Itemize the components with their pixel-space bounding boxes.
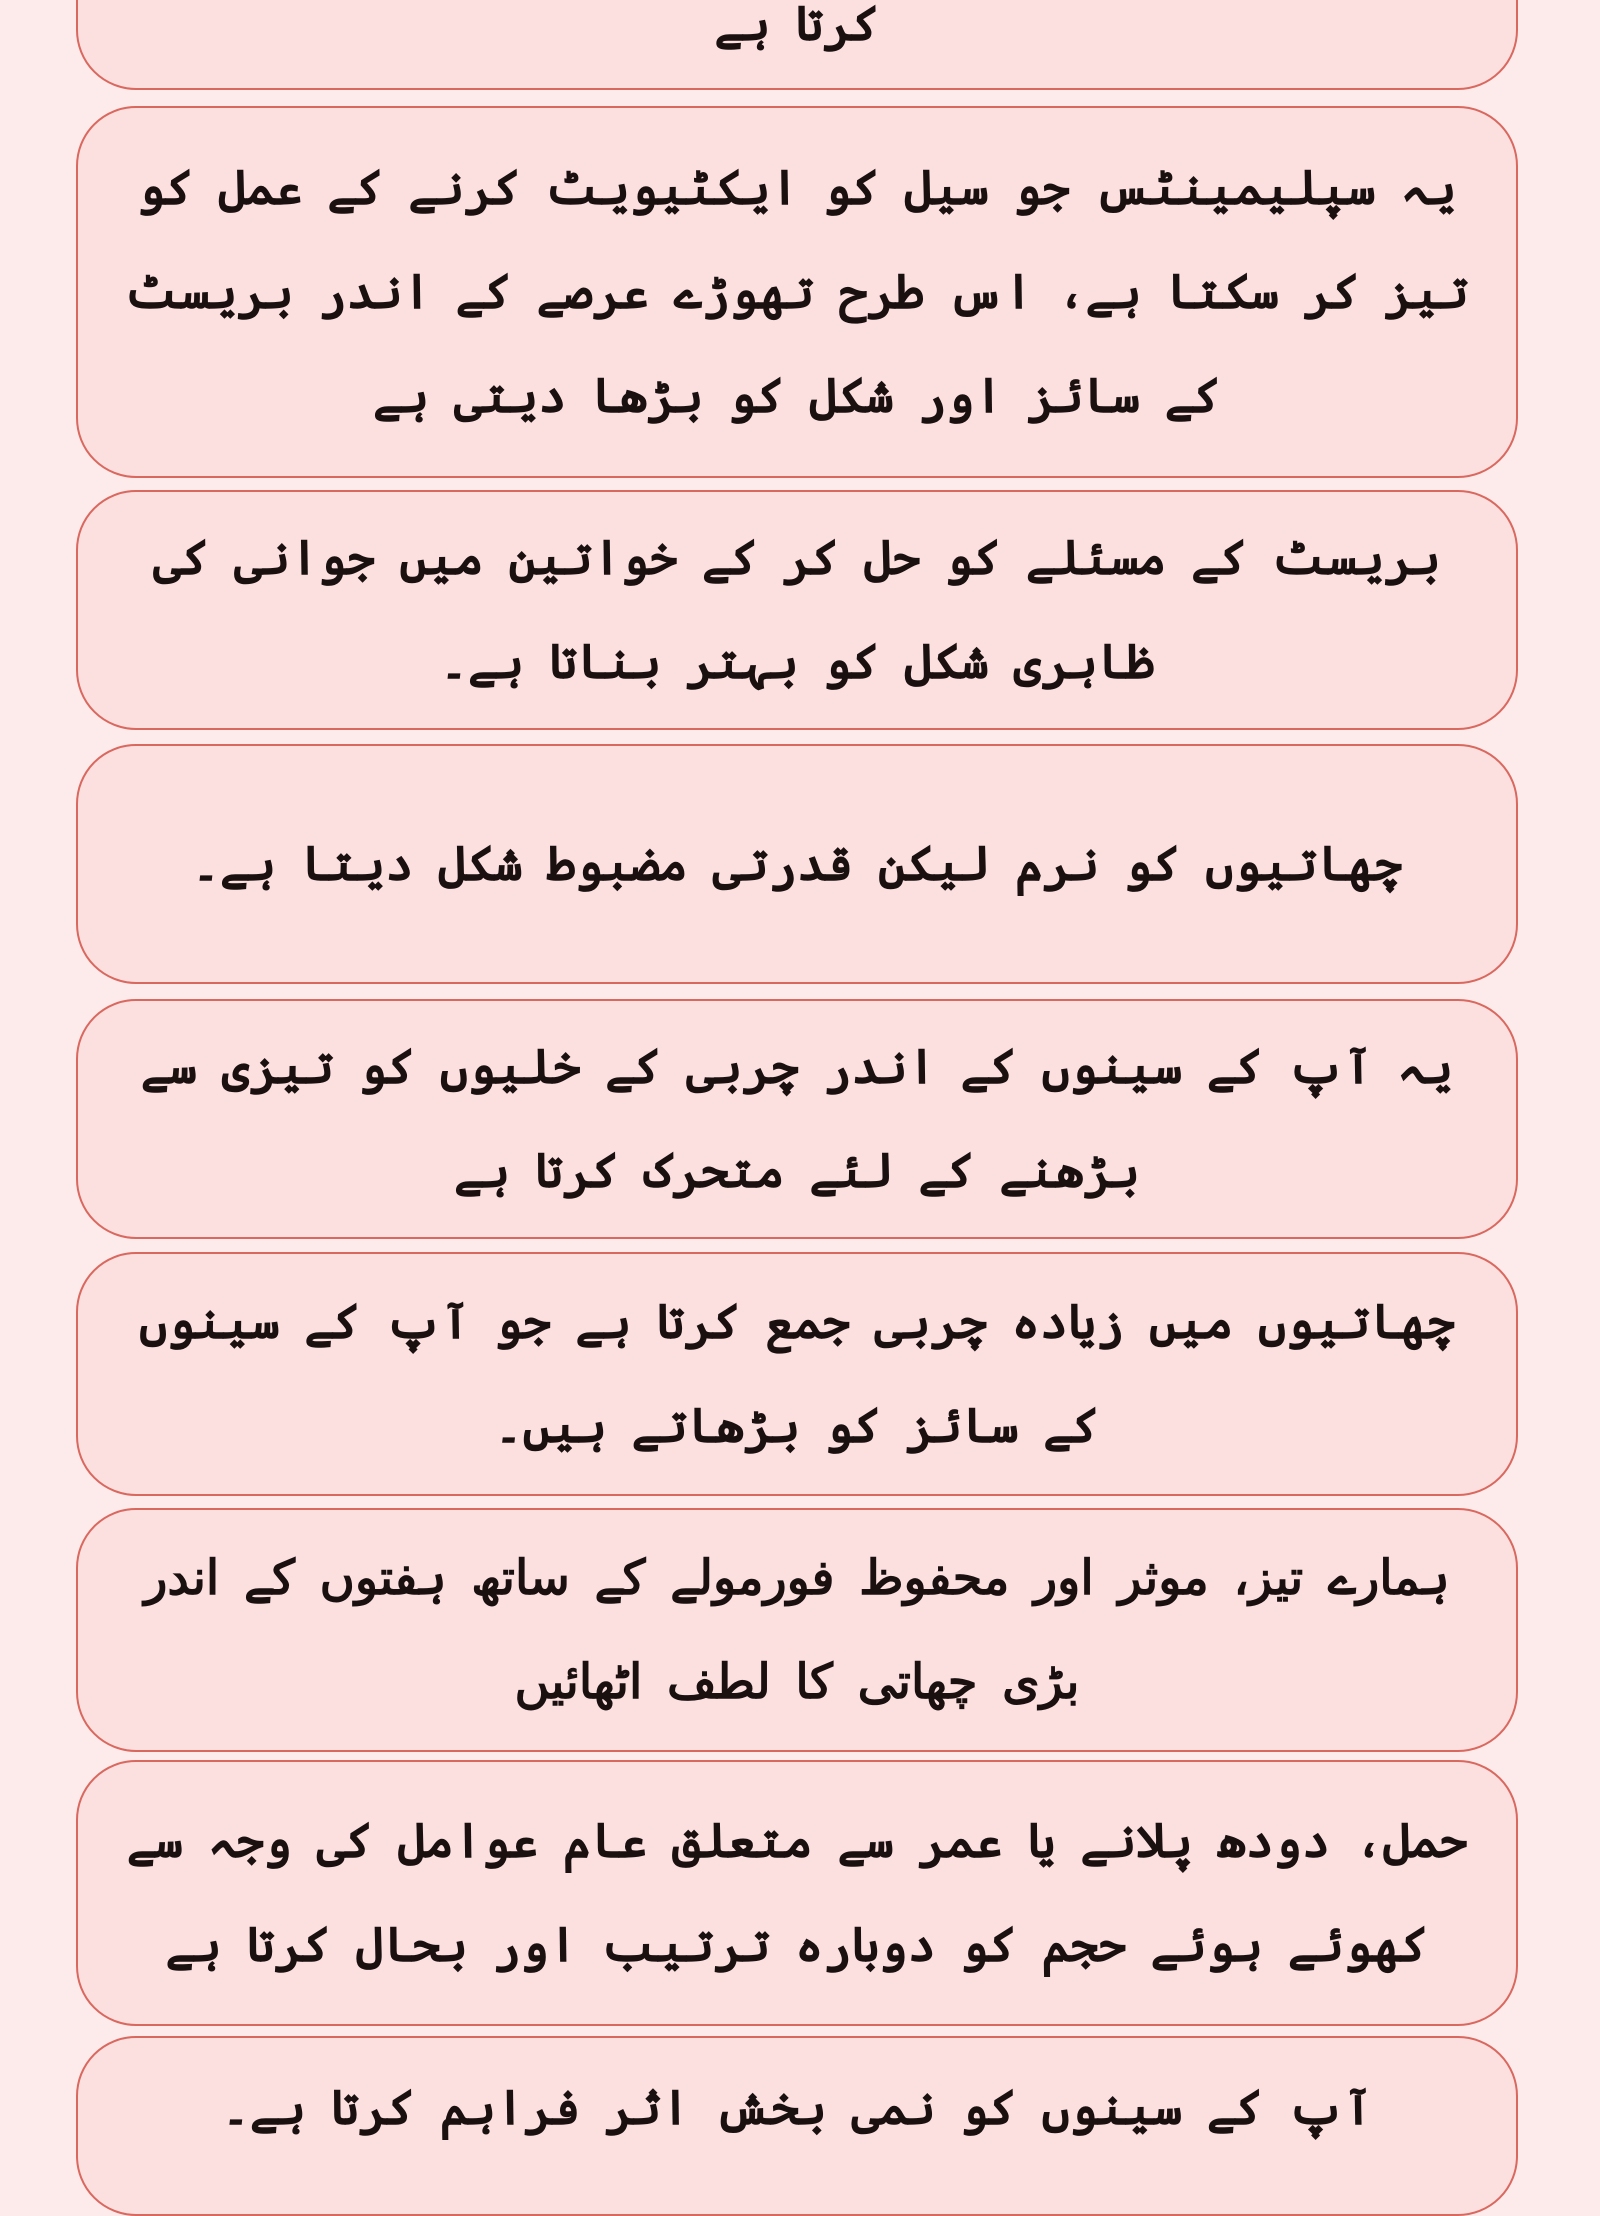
feature-text: کرتا ہے (714, 0, 880, 52)
feature-text: چھاتیوں میں زیادہ چربی جمع کرتا ہے جو آپ کے سینوں کے سائز کو بڑھاتے ہیں۔ (139, 1294, 1455, 1454)
feature-card (76, 1252, 1518, 1496)
feature-text: یہ سپلیمینٹس جو سیل کو ایکٹیویٹ کرنے کے عمل کو تیز کر سکتا ہے، اس طرح تھوڑے عرصے کے اندر بریسٹ کے سائز اور شکل کو بڑھا دیتی ہے (125, 160, 1469, 424)
feature-card (76, 0, 1518, 90)
feature-text: حمل، دودھ پلانے یا عمر سے متعلق عام عوامل کی وجہ سے کھوئے ہوئے حجم کو دوبارہ ترتیب اور بحال کرتا ہے (126, 1813, 1468, 1973)
feature-card (76, 106, 1518, 478)
feature-card (76, 744, 1518, 984)
feature-card (76, 2036, 1518, 2216)
feature-text: چھاتیوں کو نرم لیکن قدرتی مضبوط شکل دیتا ہے۔ (191, 836, 1403, 892)
feature-card (76, 1508, 1518, 1752)
feature-card (76, 999, 1518, 1239)
feature-text: ہمارے تیز، موثر اور محفوظ فورمولے کے ساتھ ہفتوں کے اندر بڑی چھاتی کا لطف اٹھائیں (144, 1550, 1450, 1710)
feature-text: بریسٹ کے مسئلے کو حل کر کے خواتین میں جوانی کی ظاہری شکل کو بہتر بناتا ہے۔ (153, 530, 1441, 690)
feature-card (76, 490, 1518, 730)
feature-card (76, 1760, 1518, 2026)
feature-text: یہ آپ کے سینوں کے اندر چربی کے خلیوں کو تیزی سے بڑھنے کے لئے متحرک کرتا ہے (140, 1039, 1454, 1199)
feature-text: آپ کے سینوں کو نمی بخش اثر فراہم کرتا ہے۔ (221, 2080, 1373, 2136)
